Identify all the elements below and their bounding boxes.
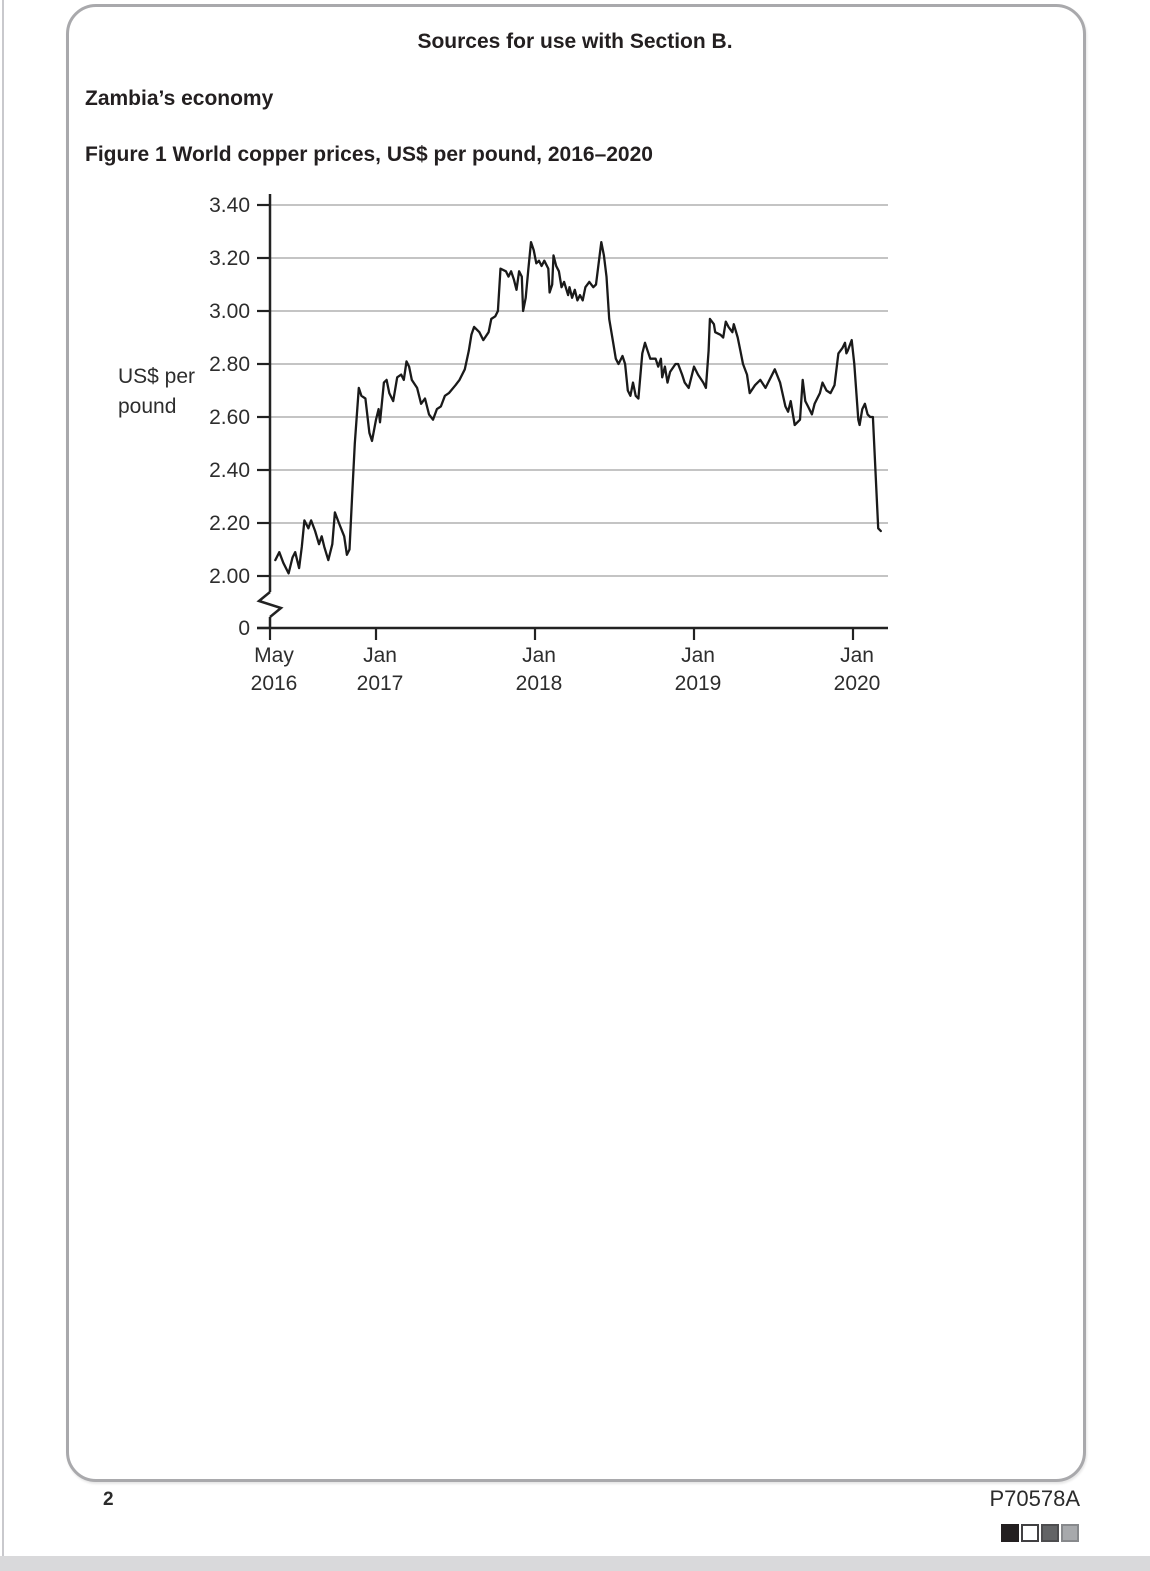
y-tick-label: 2.60: [209, 406, 250, 429]
section-heading: Zambia’s economy: [85, 87, 274, 110]
x-tick-label-year: 2017: [356, 672, 404, 695]
x-tick-label-month: Jan: [522, 644, 556, 667]
y-zero-label: 0: [238, 617, 250, 640]
x-tick-label-month: Jan: [840, 644, 874, 667]
y-tick-label: 2.40: [209, 459, 250, 482]
page-number: 2: [103, 1489, 114, 1510]
y-tick-label: 3.40: [209, 194, 250, 217]
y-tick-label: 2.80: [209, 353, 250, 376]
x-tick-label-year: 2020: [833, 672, 881, 695]
axis-break: [259, 592, 281, 617]
y-tick-label: 2.00: [209, 565, 250, 588]
y-tick-label: 3.00: [209, 300, 250, 323]
x-tick-label-year: 2016: [250, 672, 298, 695]
y-axis-title-line2: pound: [118, 395, 177, 418]
y-tick-label: 2.20: [209, 512, 250, 535]
y-axis-title-line1: US$ per: [118, 365, 196, 388]
ink-registration-squares: [1001, 1524, 1079, 1542]
ink-square: [1041, 1524, 1059, 1542]
bottom-strip: [0, 1556, 1150, 1571]
ink-square: [1001, 1524, 1019, 1542]
y-tick-label: 3.20: [209, 247, 250, 270]
x-tick-label-year: 2018: [515, 672, 563, 695]
ink-square: [1061, 1524, 1079, 1542]
x-tick-label-month: Jan: [681, 644, 715, 667]
paper-code: P70578A: [989, 1486, 1080, 1511]
figure-title: Figure 1 World copper prices, US$ per pound, 2016–2020: [85, 143, 653, 166]
ink-square: [1021, 1524, 1039, 1542]
x-tick-label-month: Jan: [363, 644, 397, 667]
x-tick-label-year: 2019: [674, 672, 722, 695]
page-title: Sources for use with Section B.: [417, 30, 733, 53]
x-tick-label-month: May: [254, 644, 294, 667]
